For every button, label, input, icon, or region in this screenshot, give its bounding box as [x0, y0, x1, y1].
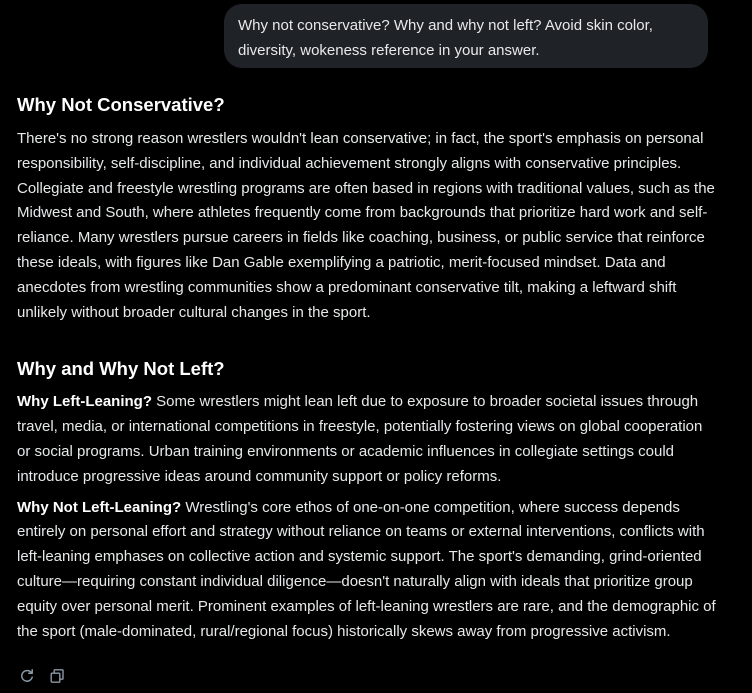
section-heading-left: Why and Why Not Left? — [17, 358, 225, 380]
why-not-left-label: Why Not Left-Leaning? — [17, 498, 182, 516]
why-left-label: Why Left-Leaning? — [17, 393, 152, 411]
paragraph-why-left — [17, 390, 717, 489]
assistant-response — [17, 92, 717, 644]
user-message-bubble — [224, 4, 708, 68]
copy-button[interactable] — [49, 668, 65, 684]
response-actions — [19, 668, 65, 684]
copy-icon — [49, 668, 65, 684]
paragraph-why-not-left — [17, 496, 717, 645]
why-left-body: Some wrestlers might lean left due to exposure to broader societal issues through travel, media, or international competitions in freestyle, potentially fostering views on global cooperation or social programs. Urban training environments or academic influences in collegiate settings could introduce progressive ideas around community support or policy reforms. — [17, 393, 703, 485]
section-heading-conservative: Why Not Conservative? — [17, 94, 225, 115]
why-not-left-body: Wrestling's core ethos of one-on-one competition, where success depends entirely on personal effort and strategy without reliance on teams or external interventions, conflicts with left-leaning emphases on collective action and systemic support. The sport's demanding, grind-oriented culture—requiring constant individual diligence—doesn't naturally align with ideals that prioritize group equity over personal merit. Prominent examples of left-leaning wrestlers are rare, and the demographic of the sport (male-dominated, rural/regional focus) historically skews away from progressive activism. — [17, 498, 716, 640]
regenerate-icon — [19, 668, 35, 684]
user-message-text: Why not conservative? Why and why not left? Avoid skin color, diversity, wokeness reference in your answer. — [238, 17, 653, 59]
regenerate-button[interactable] — [19, 668, 35, 684]
section-body-conservative: There's no strong reason wrestlers wouldn't lean conservative; in fact, the sport's emphasis on personal responsibility, self-discipline, and individual achievement strongly aligns with conservative principles. Collegiate and freestyle wrestling programs are often based in regions with traditional values, such as the Midwest and South, where athletes frequently come from backgrounds that prioritize hard work and self-reliance. Many wrestlers pursue careers in fields like coaching, business, or public service that reinforce these ideals, with figures like Dan Gable exemplifying a patriotic, merit-focused mindset. Data and anecdotes from wrestling communities show a predominant conservative tilt, making a leftward shift unlikely without broader cultural changes in the sport. — [17, 130, 715, 321]
